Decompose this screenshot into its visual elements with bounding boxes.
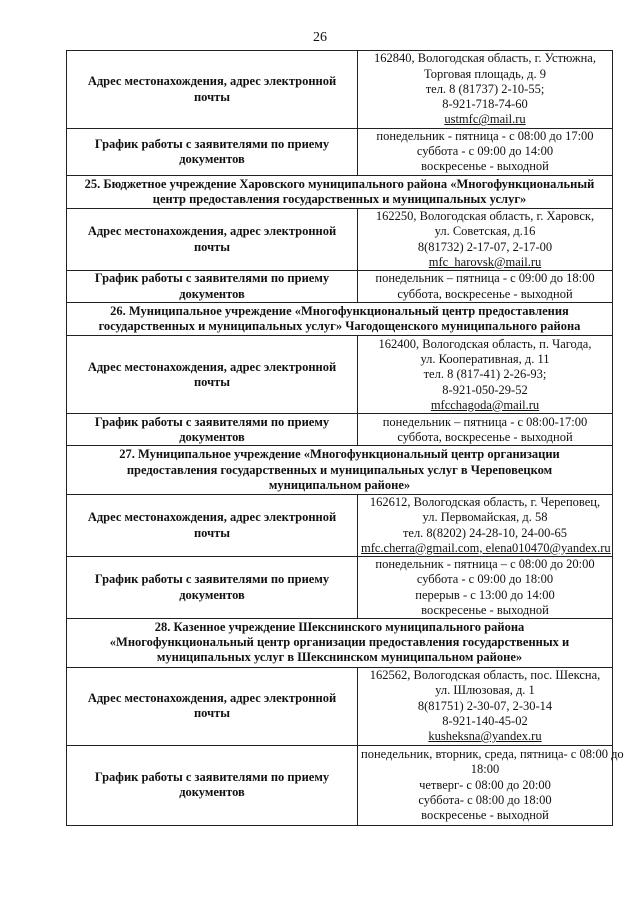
address-line: 162250, Вологодская область, г. Харовск, <box>375 209 595 224</box>
schedule-label: График работы с заявителями по приему документов <box>67 745 358 825</box>
schedule-line: воскресенье - выходной <box>421 602 549 617</box>
schedule-label: График работы с заявителями по приему документов <box>67 414 358 446</box>
address-line: 8-921-050-29-52 <box>442 382 528 397</box>
table-row <box>67 209 613 271</box>
schedule-cell <box>358 745 624 825</box>
schedule-line: суббота, воскресенье - выходной <box>397 286 573 301</box>
address-line: тел. 8 (817-41) 2-26-93; <box>423 367 547 382</box>
schedule-cell <box>358 271 613 303</box>
address-line: 8-921-718-74-60 <box>442 97 528 112</box>
address-line: ул. Первомайская, д. 58 <box>422 510 548 525</box>
table-row <box>67 336 613 414</box>
schedule-label: График работы с заявителями по приему документов <box>67 271 358 303</box>
schedule-line: понедельник - пятница – с 08:00 до 20:00 <box>375 557 595 572</box>
schedule-cell <box>358 414 613 446</box>
section-title: 28. Казенное учреждение Шекснинского муниципального района «Многофункциональный центр организации предоставления государственных и муниципальных услуг в Шекснинском муниципальном районе» <box>67 619 613 668</box>
address-label: Адрес местонахождения, адрес электронной почты <box>67 51 358 129</box>
schedule-line: понедельник – пятница - с 08:00-17:00 <box>382 414 588 429</box>
table-row <box>67 271 613 303</box>
address-line: тел. 8 (81737) 2-10-55; <box>425 81 545 96</box>
address-cell <box>358 209 613 271</box>
address-line: ул. Кооперативная, д. 11 <box>420 352 550 367</box>
table-row <box>67 129 613 176</box>
schedule-cell <box>358 557 613 619</box>
table-row <box>67 557 613 619</box>
address-line: ул. Шлюзовая, д. 1 <box>435 683 535 698</box>
schedule-line: 18:00 <box>470 762 500 777</box>
section-title: 27. Муниципальное учреждение «Многофункциональный центр организации предоставления государственных и муниципальных услуг в Череповецком муниципальном районе» <box>67 446 613 495</box>
schedule-line: воскресенье - выходной <box>421 159 549 174</box>
schedule-line: перерыв - с 13:00 до 14:00 <box>415 587 555 602</box>
address-line: ул. Советская, д.16 <box>434 224 536 239</box>
schedule-line: суббота - с 09:00 до 14:00 <box>416 144 554 159</box>
address-label: Адрес местонахождения, адрес электронной почты <box>67 336 358 414</box>
address-cell <box>358 495 613 557</box>
schedule-line: суббота- с 08:00 до 18:00 <box>418 792 552 807</box>
schedule-label: График работы с заявителями по приему документов <box>67 129 358 176</box>
address-label: Адрес местонахождения, адрес электронной почты <box>67 667 358 745</box>
address-cell <box>358 336 613 414</box>
address-cell <box>358 667 613 745</box>
email-link[interactable]: mfc.cherra@gmail.com, elena010470@yandex.ru <box>361 540 611 555</box>
section-header-row <box>67 303 613 336</box>
section-header-row <box>67 175 613 208</box>
section-header-row <box>67 619 613 668</box>
schedule-label: График работы с заявителями по приему документов <box>67 557 358 619</box>
address-line: 162400, Вологодская область, п. Чагода, <box>378 336 592 351</box>
address-label: Адрес местонахождения, адрес электронной почты <box>67 209 358 271</box>
schedule-line: понедельник, вторник, среда, пятница- с 08:00 до <box>361 747 624 762</box>
address-label: Адрес местонахождения, адрес электронной почты <box>67 495 358 557</box>
address-line: Торговая площадь, д. 9 <box>424 66 546 81</box>
schedule-line: воскресенье - выходной <box>421 807 549 822</box>
section-title: 25. Бюджетное учреждение Харовского муниципального района «Многофункциональный центр предоставления государственных и муниципальных услуг» <box>67 175 613 208</box>
address-line: тел. 8(8202) 24-28-10, 24-00-65 <box>402 525 568 540</box>
email-link[interactable]: mfcchagoda@mail.ru <box>430 397 540 412</box>
address-line: 162612, Вологодская область, г. Череповец, <box>369 495 601 510</box>
table-row <box>67 51 613 129</box>
address-line: 8(81732) 2-17-07, 2-17-00 <box>417 239 553 254</box>
address-line: 8-921-140-45-02 <box>442 713 528 728</box>
email-link[interactable]: kusheksna@yandex.ru <box>428 728 542 743</box>
page-number: 26 <box>313 30 327 45</box>
schedule-line: четверг- с 08:00 до 20:00 <box>419 777 551 792</box>
table-row <box>67 667 613 745</box>
schedule-cell <box>358 129 613 176</box>
schedule-line: понедельник – пятница - с 09:00 до 18:00 <box>375 271 595 286</box>
section-header-row <box>67 446 613 495</box>
schedule-line: понедельник - пятница - с 08:00 до 17:00 <box>376 129 594 143</box>
address-line: 8(81751) 2-30-07, 2-30-14 <box>417 698 553 713</box>
schedule-line: суббота - с 09:00 до 18:00 <box>416 572 554 587</box>
email-link[interactable]: ustmfc@mail.ru <box>444 112 526 127</box>
table-row <box>67 414 613 446</box>
schedule-line: суббота, воскресенье - выходной <box>397 429 573 444</box>
address-cell <box>358 51 613 129</box>
section-title: 26. Муниципальное учреждение «Многофункциональный центр предоставления государственных и муниципальных услуг» Чагодощенского муниципального района <box>67 303 613 336</box>
table-row <box>67 495 613 557</box>
table-row <box>67 745 613 825</box>
address-line: 162562, Вологодская область, пос. Шексна, <box>369 668 601 683</box>
email-link[interactable]: mfc_harovsk@mail.ru <box>428 254 542 269</box>
mfc-table <box>66 50 624 826</box>
address-line: 162840, Вологодская область, г. Устюжна, <box>374 51 596 66</box>
